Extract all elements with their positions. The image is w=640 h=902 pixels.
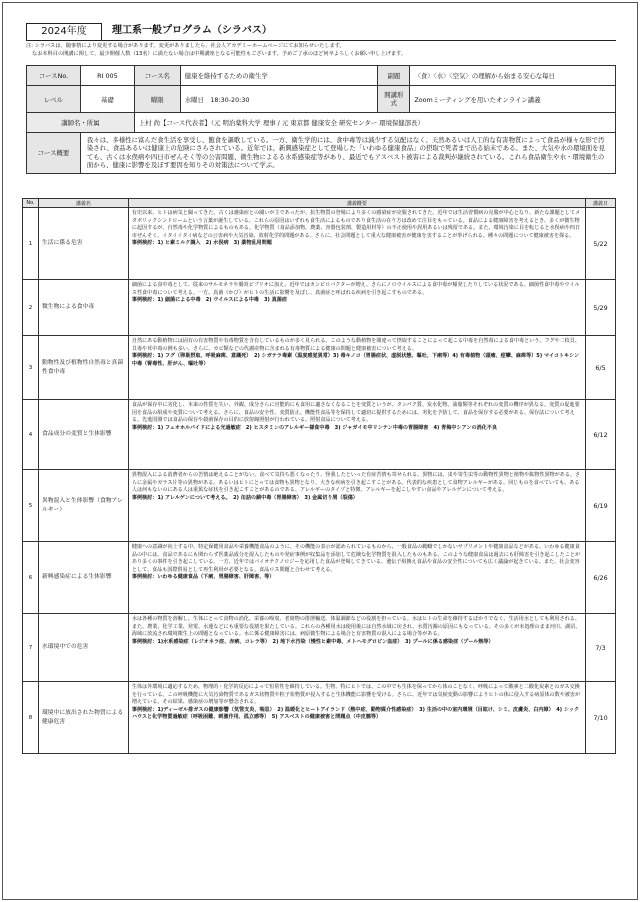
col-date-header: 講義日: [586, 199, 616, 208]
lecture-no: 8: [23, 682, 39, 754]
lecture-summary: [128, 280, 585, 336]
case-study: 事例検討：1) フェオホルバイドによる光過敏症 2) ヒスタミンのアレルギー様食中毒 3) ジャガイモ中リンテン中毒の胃腸障害 4) 青梅中シアンの消化不良: [131, 424, 497, 431]
course-format: Zoomミーティングを用いたオンライン講義: [410, 86, 616, 113]
table-row: [23, 208, 616, 280]
summary-text: 健康への意識が向上する中、特定保健用食品や栄養機能食品のように、その機能の表示が認められているものから、一般食品の範疇でしかないサプリメントや健康食品などがある。いわゆる健康食品の中には、食品であるにも関わらず医薬品成分を混入したものや発症事例が収集品を添加して危険な化学物質を混入したものもある。このような健康食品は過去にも肝障害を引き起こしたことがあり多くの事件を引き起こしている。一方、近年ではバイオテクノロジーを応用した食品が登場してきている。遺伝子組換え食品や食品の安全性についても広く議論が起きている。また、社会変容として、食品も国際貿易として再生利用が必要となる。食品ロス問題と合わせて考える。: [131, 544, 581, 573]
summary-text: 異物混入による消費者からの苦情は絶えることがない。食べて気持ち悪くなったり、怪我したといった有症苦情も寄せられる。異物には、虫や寄生虫等の動物性異物と植物や鉱物性異物がある。さらに金属やガラス片等の異物がある。あるいはヒトにとっては食物も異物となり、大きな疾病を引き起こすことがある。代表的な疾患として食物アレルギーがある。同じものを食べていても、ある人は何もないのにある人は重篤な症状を引き起こすことがあるのである。アレルギーのタイプと特徴、アレルギーを起こしやすい食品やアレルゲンについて考える。: [131, 472, 581, 494]
overview-label: コース概要: [27, 133, 81, 174]
lecture-title: 水環境中での危害: [38, 614, 128, 682]
lecture-date: 5/29: [586, 280, 616, 336]
lecture-date: 6/19: [586, 470, 616, 542]
lecture-summary: [128, 400, 585, 470]
lecture-summary: [128, 470, 585, 542]
lecture-title: 生活に係る危害: [38, 208, 128, 280]
lecture-title: 環境中に放出された物質による健康危害: [38, 682, 128, 754]
instructor-label: 講師名・所属: [27, 113, 135, 133]
table-row: [23, 542, 616, 614]
note-line-1: 注: シラバスは、随事情により変更する場合があります。変更がありましたら、社会人アカデミーホームページにてお知らせいたします。: [26, 43, 345, 49]
case-study: 事例検討：1)水系感染症（レジオネラ症、赤痢、コレラ等） 2) 地下水汚染（慢性ヒ素中毒、メトヘモグロビン血症） 3) プールに係る感染症（プール熱等）: [131, 638, 494, 645]
summary-text: 生体は外環境に適応するため、物理的・化学的反応によって恒常性を維持している。生物、特にヒトでは、この中でも生体を保ってから体のことなく、呼吸によって酸素と二酸化炭素とのガス交換を行っている。この呼吸機能に大気汚染物質であるガス状物質や粒子状物質が侵入すると生体機能に影響を受ける。さらに、近年では気候変動の影響によりヒトの体に侵入する病原体の数や被害が増えている。その結果、感染症の増加等が懸念される。: [131, 684, 581, 706]
course-subtitle: 〈食〉〈水〉〈空気〉の理解から始まる安心な毎日: [410, 66, 616, 86]
course-no: RI 005: [80, 66, 134, 86]
table-row: [23, 280, 616, 336]
lecture-summary: [128, 336, 585, 400]
table-row: [23, 400, 616, 470]
course-name-label: コース名: [134, 66, 180, 86]
lecture-title: 食品成分の変質と生体影響: [38, 400, 128, 470]
case-study: 事例検討：1) ヒ素ミルク調入 2) 水俣病 3) 薬物乱用問題: [131, 240, 272, 247]
page-title: 理工系一般プログラム（シラバス）: [112, 25, 272, 36]
lecture-summary: [128, 614, 585, 682]
lecture-date: 6/5: [586, 336, 616, 400]
lecture-title: 異物混入と生体影響（食物アレルギー）: [38, 470, 128, 542]
lecture-date: 6/26: [586, 542, 616, 614]
lecture-title: 微生物による食中毒: [38, 280, 128, 336]
table-row: [23, 336, 616, 400]
col-summary-header: 講義概要: [128, 199, 585, 208]
lecture-no: 1: [23, 208, 39, 280]
year-box: 2024年度: [26, 23, 102, 41]
lecture-title: 動物性及び植物性自然毒と真菌性食中毒: [38, 336, 128, 400]
header-divider: [26, 40, 616, 41]
lecture-date: 5/22: [586, 208, 616, 280]
instructor: 上村 尚【コース代表者】（元 明治薬科大学 理事 / 元 東京都 健康安全 研究センター 環境保健部長）: [134, 113, 615, 133]
lecture-date: 7/3: [586, 614, 616, 682]
schedule: 水曜日 18:30-20:30: [180, 86, 378, 113]
course-overview: 我々は、多様性に富んだ食生活を享受し、飽食を謳歌している。一方、衛生学的には、食中毒等は減少する気配はなく、天然あるいは人工的な有害物質によって食品が様々な形で汚染され、食品あるいは健康上の危険にさらされている。近年では、新興感染症として登場した「いわゆる健康食品」の摂取で死者まで出る始末である。また、大気や水の環境面を見ても、古くは水俣病や四日市ぜんそく等の公害問題、微生物によるる水系感染症等があり、最近でもアスベスト被害による裁判が継続されている。これら食品衛生や水・環境衛生の面から、健康に影響を及ぼす要因を知りその対策法について学ぶ。: [80, 133, 615, 174]
lecture-no: 2: [23, 280, 39, 336]
summary-text: 自然にある動植物には固有の有害物質や有毒物質を含有しているものが多く見られる。このような動植物を間違って摂取することによって起こる中毒を自然毒による食中毒という。フグや二枚貝、貝毒や茸中毒の例も多い。さらに、カビ類などの代謝産物に含まれる有毒物質による健康の問題と健康被害について考える。: [131, 338, 580, 352]
level-label: レベル: [27, 86, 81, 113]
lecture-summary: [128, 542, 585, 614]
case-study: 事例検討：1)ディーゼル排ガスの健康影響（気管支炎、喘息） 2) 温暖化とヒートアイランド（熱中症、動物媒介性感染症） 3) 生活の中の室内環境（目眩け、シミ、皮膚炎、白内障） 4) シックハウスと化学物質過敏症（呼吸困難、刺激作用、孤立感等） 5) アスベストの健康被害と問題点（中皮腫等）: [131, 706, 580, 721]
table-row: [23, 682, 616, 754]
lecture-summary: [128, 682, 585, 754]
lecture-title: 新興感染症による生体影響: [38, 542, 128, 614]
lecture-schedule-table: [22, 198, 616, 754]
course-info-table: [26, 65, 616, 174]
lecture-no: 4: [23, 400, 39, 470]
note-line-2: なお本科目の開講に関して、最少開催人数（13名）に満たない場合は中期講座となる可能性もございます。予めご了承のほど何卒よろしくお願い申し上げます。: [32, 51, 406, 57]
summary-text: 有史以来、ヒトは病気と闘ってきた。古くは感染症との闘いが主であったが、抗生物質の登場により多くの感染症が克服されてきた。近年では生活習慣病の克服が中心となり、新たな課題としてメタボリックシンドロームという言葉が誕生している。これらの原因はいずれも食生活によるものであり食生活の在り方は改めて注目をもっている。食品による健康障害を考えるとき、多くが微生物に起因するが、自然毒や化学物質によるものもある。化学物質（食品添加物、農薬、容器包装剤、製造用材等）の不正使用や誤用あるいは残留である。また、環境汚染に目を転じると水俣病や四日市ぜんそく、イタイイタイ病などの公害病や大気汚染、放射化学的問題がある。さらに、社会問題として重大な健康被害が健康を害することが挙げられる。種々の問題について健康被害を探る。: [131, 210, 581, 239]
table-row: [23, 614, 616, 682]
lecture-no: 5: [23, 470, 39, 542]
col-title-header: 講義名: [38, 199, 128, 208]
case-study: 事例検討：いわゆる健康食品（下痢、胃腸障害、肝障害、等）: [131, 574, 275, 581]
lecture-date: 6/12: [586, 400, 616, 470]
lecture-no: 7: [23, 614, 39, 682]
case-study: 事例検討：1) アレルゲンについて考える。 2) 缶詰の錆中毒（胃腸障害） 3) 金属切り屑（裂傷）: [131, 494, 358, 501]
course-name: 健康を維持するための衛生学: [180, 66, 378, 86]
format-label: 開講形式: [378, 86, 410, 113]
lecture-date: 7/10: [586, 682, 616, 754]
table-row: [23, 470, 616, 542]
case-study: 事例検討：1) フグ（卵巣摂取、呼吸麻痺、意識死） 2) シガテラ毒素（温度感覚異常）3) 毒キノコ（胃腸症状、虚脱状態、嘔吐、下痢等）4) 有毒植物（頭痛、痙攣、麻痺等）5) マイコトキシン中毒（腎毒性、肝がん、嘔吐等）: [131, 353, 580, 367]
lecture-no: 6: [23, 542, 39, 614]
lecture-no: 3: [23, 336, 39, 400]
case-study: 事例検討：1) 細菌による中毒 2) ウイルスによる中毒 3) 真菌症: [131, 297, 287, 304]
course-no-label: コースNo.: [27, 66, 81, 86]
summary-text: 水は各種の物質を溶解し、生体にとって食物の消化、栄養の吸収、老廃物の排泄輸送、体温調節などの役割を担っている。水はヒトの生命を維持するばかりでなく、生活用水としても利用される。また、農業、化学工業、発電、水運などにも重要な役割を果たしている。これらの各種用水は使用後には自然水域に戻され、水質汚濁の原因にもなっている。その多くが未処理のまま河川、湖沼、海域に放流され環境衛生上の問題となっている。水に係る健康障害には、病原微生物による場合と有害物質の混入による場合等がある。: [131, 616, 581, 638]
lecture-summary: [128, 208, 585, 280]
summary-text: 食品が保存中に劣化し、本来の性質を失い、外観、成分さらに官能的にも食用に適さなくなることを変質というが、タンパク質、炭水化物、油脂類等それぞれの変質の機序が異なる。変質の促進要因を食品の組成や変質について考える。さらに、食品の安全性、変質防止、機能性食品等を保持して適切に提供するためには、劣化を予防して、食品を保存する必要がある。保存法について考える。先進国圏では食品の保存や殺菌保存の目的に放射線照射が行われている。照射食品について考える。: [131, 402, 580, 424]
schedule-label: 曜限: [134, 86, 180, 113]
summary-text: 細菌による食中毒として、従来のサルモネラや腸炎ビブリオに加え、近年ではカンピロバクターが増え、さらにノロウイルスによる食中毒が頻発したりしている状況である。細菌性食中毒やウイルス性食中毒について考える。一方、真菌（かび）がヒトの生活に影響を及ぼし、真菌症と呼ばれる疾病を引き起こすものである。: [131, 282, 580, 296]
subtitle-label: 副題: [378, 66, 410, 86]
col-no-header: No.: [23, 199, 39, 208]
level: 基礎: [80, 86, 134, 113]
